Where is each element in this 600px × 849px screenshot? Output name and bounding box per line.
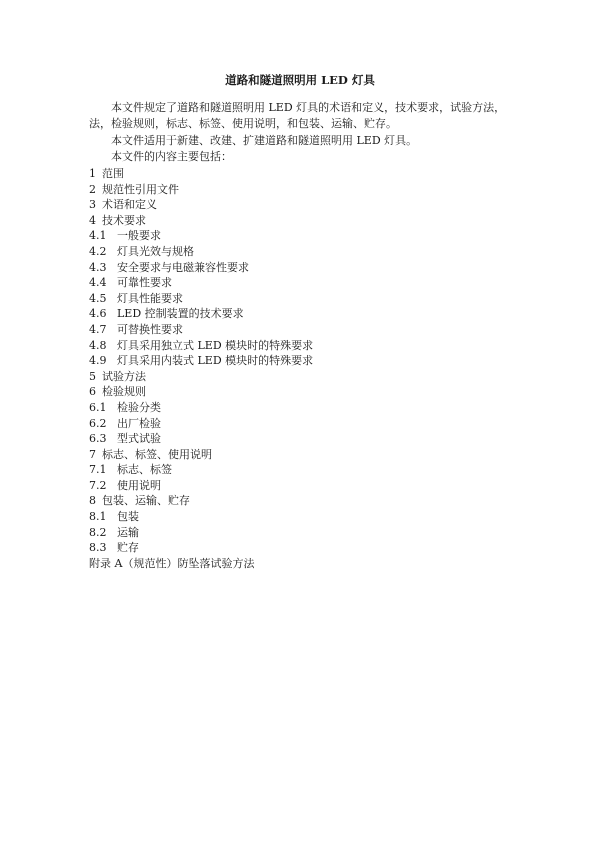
toc-item-text: 标志、标签 bbox=[117, 463, 172, 477]
toc-item bbox=[89, 322, 529, 338]
toc-item-number: 8.1 bbox=[89, 510, 107, 524]
toc-item bbox=[89, 431, 529, 447]
toc-item-number: 1 bbox=[89, 167, 96, 180]
intro-line: 本文件适用于新建、改建、扩建道路和隧道照明用 LED 灯具。 bbox=[111, 133, 418, 147]
table-of-contents bbox=[89, 166, 529, 571]
toc-item-text: 灯具性能要求 bbox=[117, 291, 183, 305]
toc-item-text: 灯具光效与规格 bbox=[117, 244, 194, 258]
toc-item bbox=[89, 182, 529, 198]
toc-item bbox=[89, 462, 529, 478]
toc-item-number: 4.3 bbox=[89, 260, 107, 274]
toc-item-number: 3 bbox=[89, 198, 96, 212]
intro-paragraph-scope bbox=[89, 100, 529, 116]
toc-item-text: 范围 bbox=[102, 167, 124, 180]
toc-item bbox=[89, 213, 529, 229]
toc-item-text: 规范性引用文件 bbox=[102, 182, 179, 196]
toc-item-number: 7.2 bbox=[89, 478, 107, 492]
toc-item-number: 8.3 bbox=[89, 541, 107, 555]
toc-item-text: 贮存 bbox=[117, 541, 139, 555]
toc-item-number: 5 bbox=[89, 369, 96, 383]
toc-item-number: 4.6 bbox=[89, 307, 107, 321]
toc-item-number: 4.5 bbox=[89, 291, 107, 305]
toc-item-text: 可替换性要求 bbox=[117, 322, 183, 336]
toc-item bbox=[89, 275, 529, 291]
toc-item-text: 标志、标签、使用说明 bbox=[102, 447, 212, 461]
toc-item-number: 4 bbox=[89, 213, 96, 227]
toc-item-number: 4.1 bbox=[89, 229, 107, 243]
toc-item bbox=[89, 369, 529, 385]
intro-paragraph-applicability bbox=[89, 133, 529, 149]
toc-item bbox=[89, 384, 529, 400]
toc-item bbox=[89, 509, 529, 525]
intro-paragraph-scope-cont bbox=[89, 116, 529, 132]
toc-item-number: 7.1 bbox=[89, 463, 107, 477]
toc-item-text: 检验规则 bbox=[102, 385, 146, 399]
toc-item bbox=[89, 478, 529, 494]
toc-item bbox=[89, 338, 529, 354]
toc-item-text: 出厂检验 bbox=[117, 416, 161, 430]
toc-item-number: 4.9 bbox=[89, 354, 107, 368]
toc-item-text: 一般要求 bbox=[117, 229, 161, 243]
toc-item-number: 4.7 bbox=[89, 322, 107, 336]
toc-item-number: 8 bbox=[89, 494, 96, 508]
toc-item-text: 型式试验 bbox=[117, 432, 161, 446]
toc-item-text: 使用说明 bbox=[117, 478, 161, 492]
toc-item bbox=[89, 416, 529, 432]
intro-line: 本文件的内容主要包括： bbox=[111, 149, 232, 163]
toc-item-text: 运输 bbox=[117, 525, 139, 539]
intro-section bbox=[89, 100, 529, 165]
toc-item-text: 安全要求与电磁兼容性要求 bbox=[117, 260, 249, 274]
toc-item-text: 包装 bbox=[117, 510, 139, 524]
toc-item-number: 6.3 bbox=[89, 432, 107, 446]
toc-item-text: 灯具采用内装式 LED 模块时的特殊要求 bbox=[117, 354, 314, 368]
toc-item-number: 6.1 bbox=[89, 400, 107, 414]
intro-line: 法，检验规则，标志、标签、使用说明，和包装、运输、贮存。 bbox=[89, 117, 397, 131]
toc-item-text: LED 控制装置的技术要求 bbox=[117, 307, 244, 321]
intro-line: 本文件规定了道路和隧道照明用 LED 灯具的术语和定义，技术要求，试验方法， bbox=[111, 101, 506, 114]
toc-item bbox=[89, 306, 529, 322]
toc-item bbox=[89, 556, 529, 572]
toc-item-text: 技术要求 bbox=[102, 213, 146, 227]
intro-paragraph-contents bbox=[89, 149, 529, 165]
toc-item-number: 6.2 bbox=[89, 416, 107, 430]
toc-item bbox=[89, 493, 529, 509]
toc-item-text: 包装、运输、贮存 bbox=[102, 494, 190, 508]
toc-item bbox=[89, 197, 529, 213]
toc-item-text: 术语和定义 bbox=[102, 198, 157, 212]
toc-item-text: 可靠性要求 bbox=[117, 276, 172, 290]
document-title: 道路和隧道照明用 LED 灯具 bbox=[225, 73, 375, 87]
toc-item-text: 检验分类 bbox=[117, 400, 161, 414]
toc-item-number: 4.4 bbox=[89, 276, 107, 290]
toc-item bbox=[89, 400, 529, 416]
toc-item-text: 试验方法 bbox=[102, 369, 146, 383]
toc-item bbox=[89, 260, 529, 276]
toc-item-text: 附录 A（规范性）防坠落试验方法 bbox=[89, 556, 255, 570]
toc-item bbox=[89, 540, 529, 556]
toc-item bbox=[89, 166, 529, 182]
toc-item bbox=[89, 447, 529, 463]
toc-item-text: 灯具采用独立式 LED 模块时的特殊要求 bbox=[117, 338, 314, 352]
toc-item-number: 8.2 bbox=[89, 525, 107, 539]
toc-item bbox=[89, 228, 529, 244]
toc-item bbox=[89, 244, 529, 260]
toc-item bbox=[89, 353, 529, 369]
toc-item bbox=[89, 291, 529, 307]
toc-item-number: 6 bbox=[89, 385, 96, 399]
toc-item-number: 2 bbox=[89, 182, 96, 196]
toc-item-number: 4.8 bbox=[89, 338, 107, 352]
toc-item-number: 4.2 bbox=[89, 244, 107, 258]
toc-item-number: 7 bbox=[89, 447, 96, 461]
toc-item bbox=[89, 525, 529, 541]
